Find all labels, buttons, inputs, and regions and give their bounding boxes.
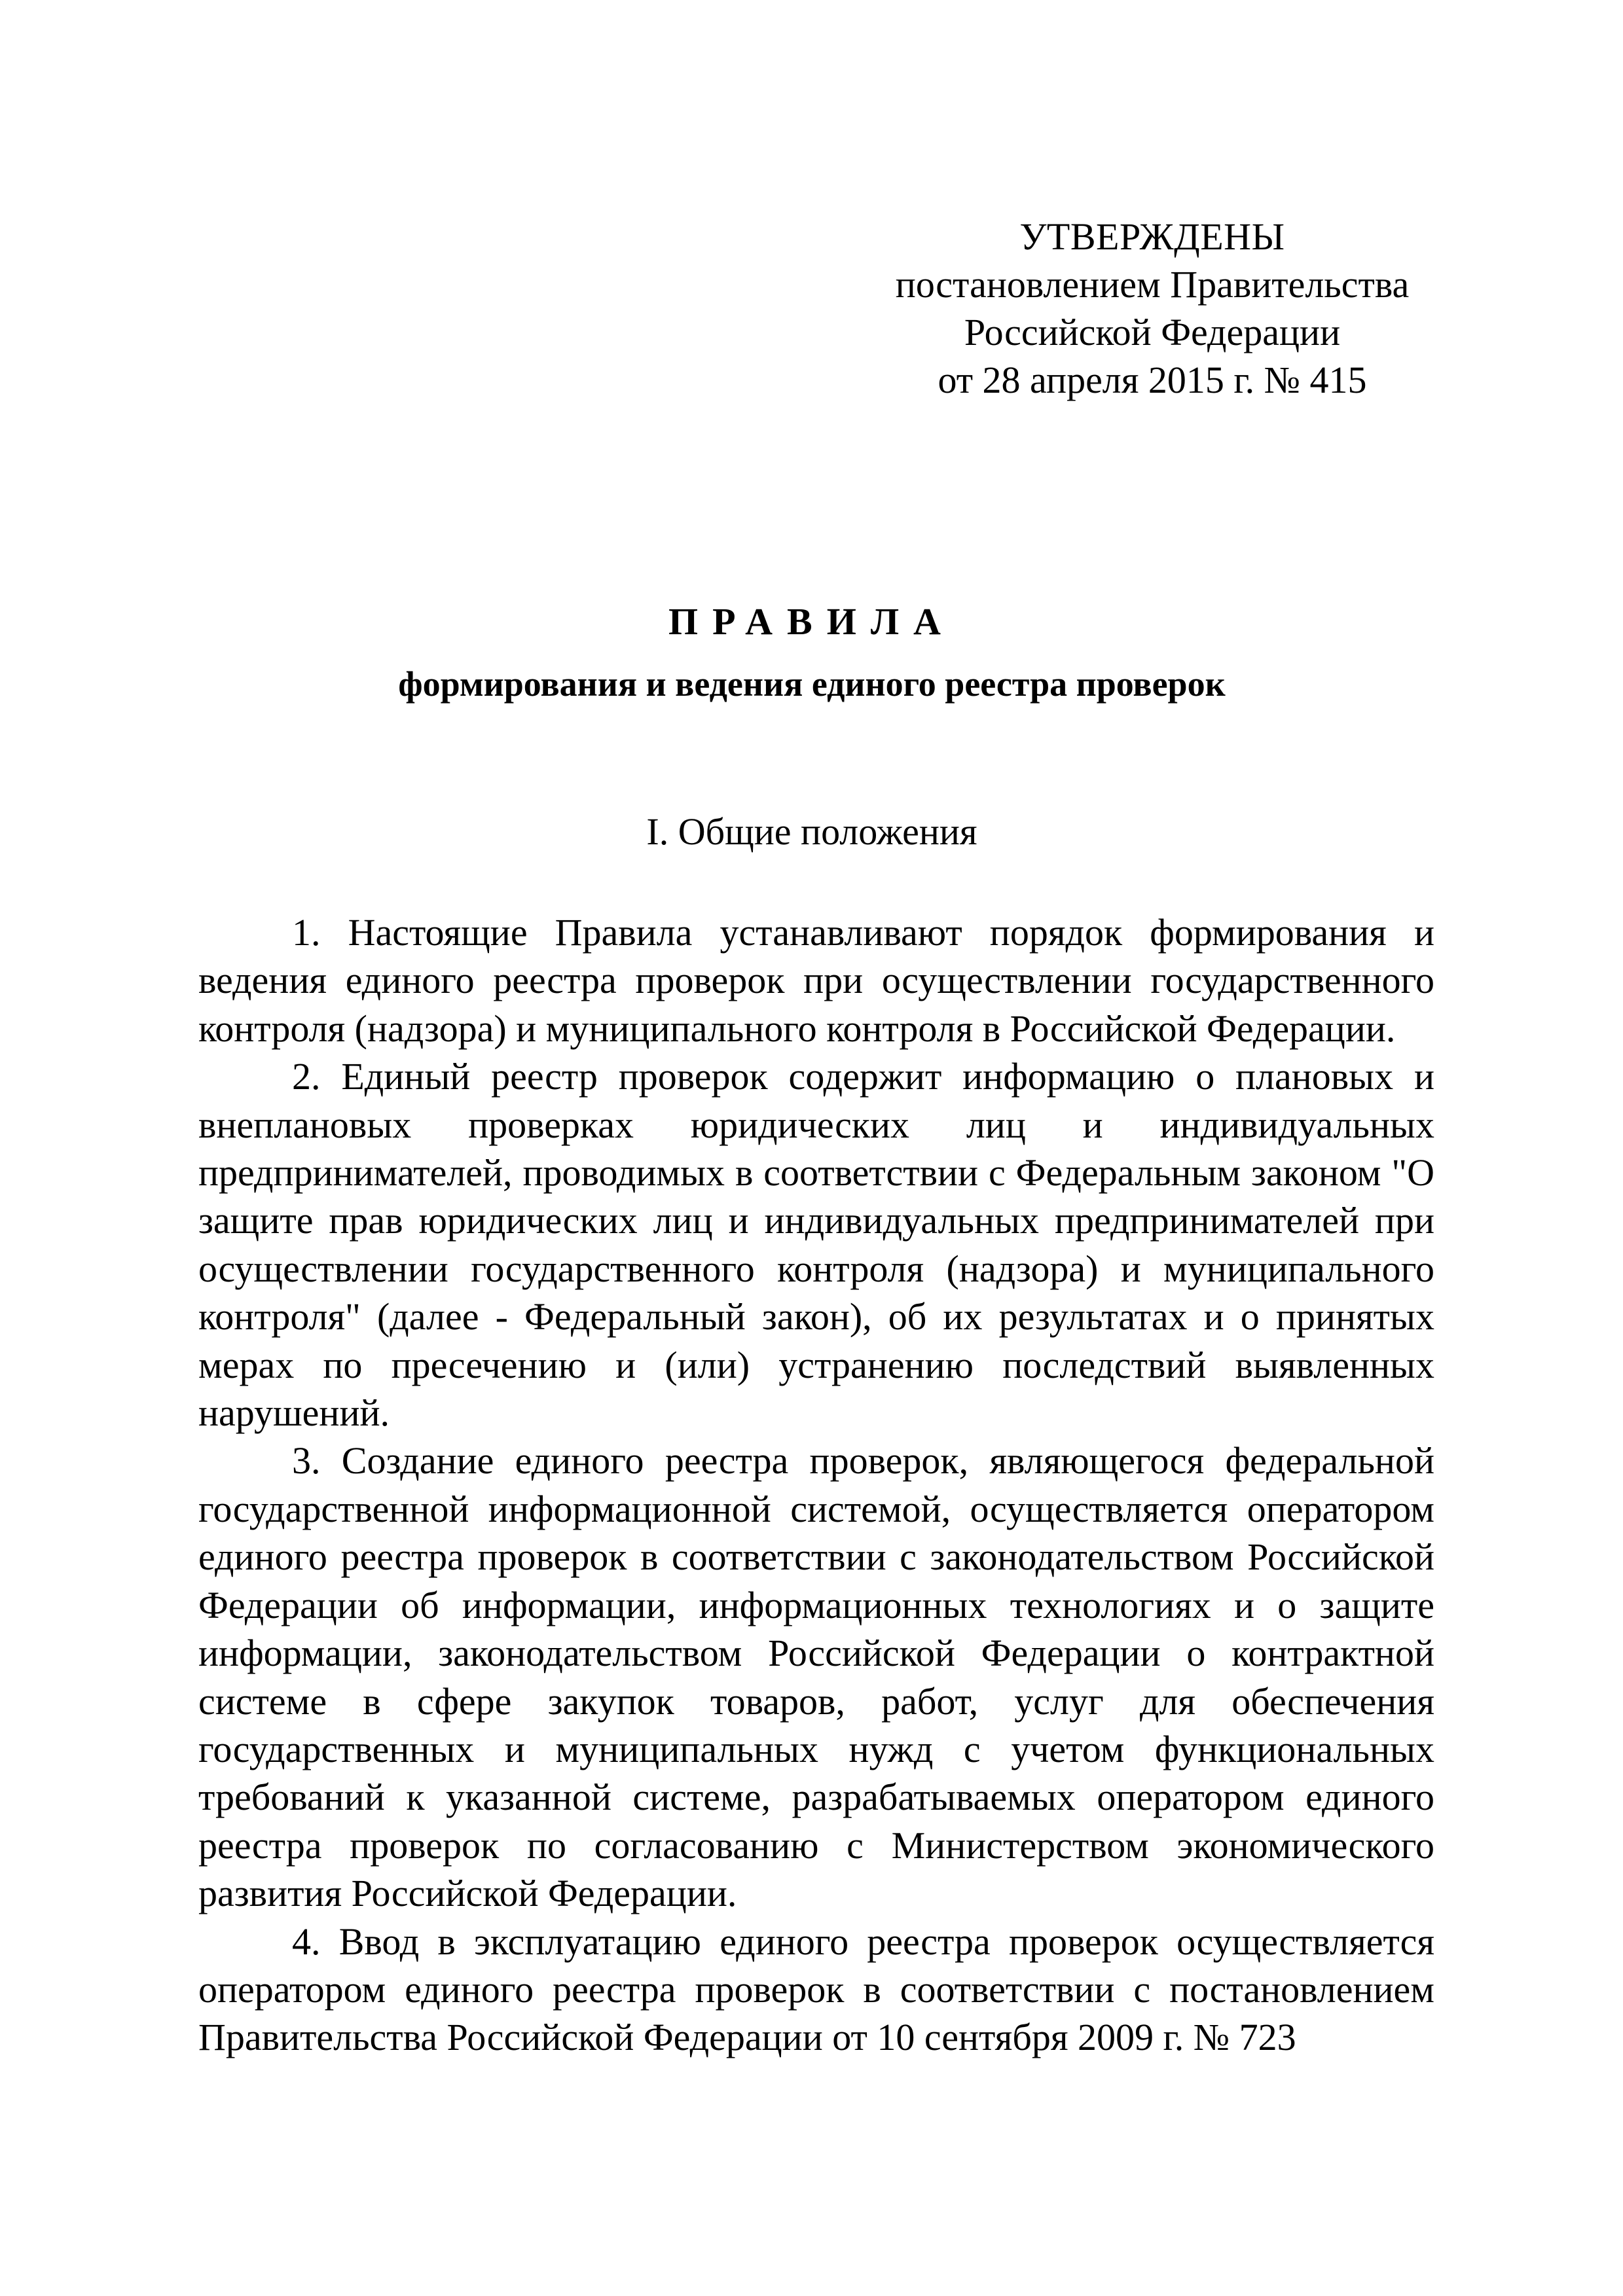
document-body (198, 908, 1434, 2062)
approval-line-2: Российской Федерации (964, 311, 1341, 353)
paragraph-4: 4. Ввод в эксплуатацию единого реестра проверок осуществляется оператором единого реестра проверок в соответствии с постановлением Правительства Российской Федерации от 10 сентября 2009 г. № 723 (198, 1920, 1434, 2059)
section-heading: I. Общие положения (646, 810, 977, 853)
approval-block (871, 213, 1434, 404)
paragraph-2: 2. Единый реестр проверок содержит информацию о плановых и внеплановых проверках юридических лиц и индивидуальных предпринимателей, проводимых в соответствии с Федеральным законом "О защите прав юридических лиц и индивидуальных предпринимателей при осуществлении государственного контроля (надзора) и муниципального контроля" (далее - Федеральный закон), об их результатах и о принятых мерах по пресечению и (или) устранению последствий выявленных нарушений. (198, 1055, 1434, 1435)
approval-line-3: от 28 апреля 2015 г. № 415 (938, 359, 1367, 401)
approval-line-1: постановлением Правительства (895, 263, 1410, 306)
approval-title: УТВЕРЖДЕНЫ (1019, 215, 1285, 258)
document-subtitle: формирования и ведения единого реестра проверок (398, 664, 1226, 704)
paragraph-3: 3. Создание единого реестра проверок, являющегося федеральной государственной информационной системой, осуществляется оператором единого реестра проверок в соответствии с законодательством Российской Федерации об информации, информационных технологиях и о защите информации, законодательством Российской Федерации о контрактной системе в сфере закупок товаров, работ, услуг для обеспечения государственных и муниципальных нужд с учетом функциональных требований к указанной системе, разрабатываемых оператором единого реестра проверок по согласованию с Министерством экономического развития Российской Федерации. (198, 1439, 1434, 1915)
document-title: ПРАВИЛА (668, 600, 955, 643)
paragraph-1: 1. Настоящие Правила устанавливают порядок формирования и ведения единого реестра проверок при осуществлении государственного контроля (надзора) и муниципального контроля в Российской Федерации. (198, 911, 1434, 1050)
